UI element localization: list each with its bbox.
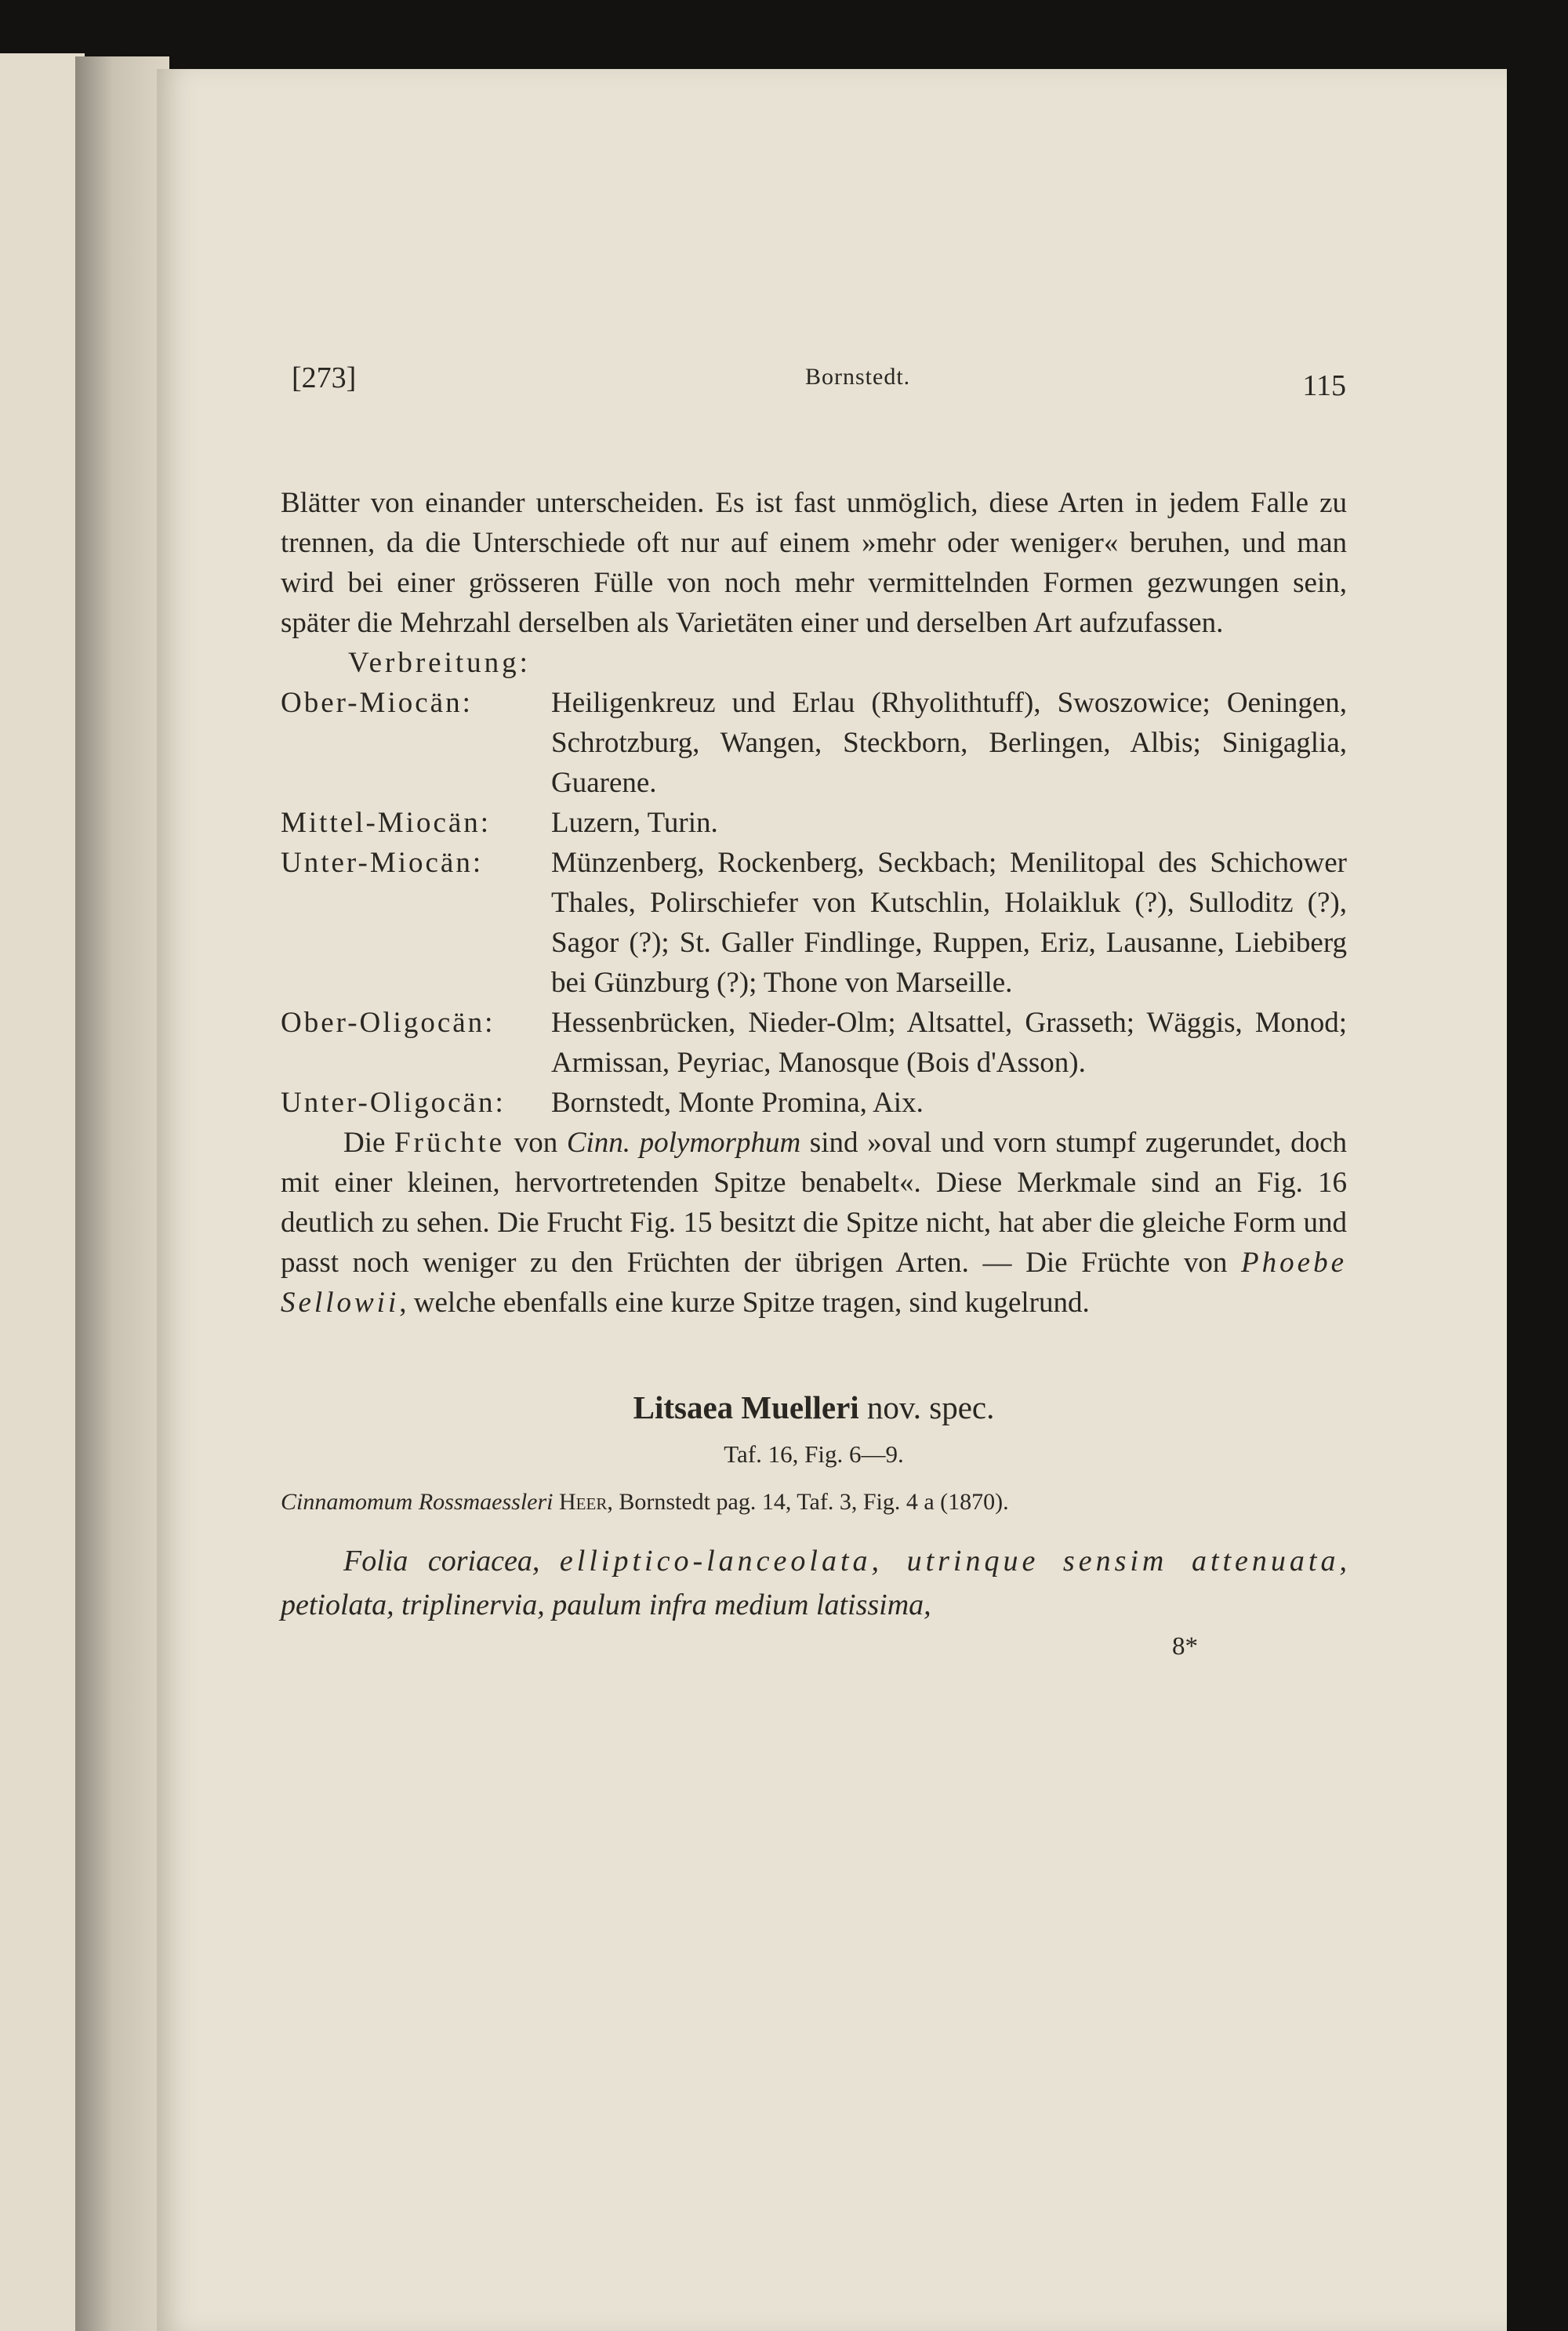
- distribution-heading: Verbreitung:: [348, 647, 531, 679]
- stage-localities: Bornstedt, Monte Promina, Aix.: [551, 1087, 924, 1119]
- stage-label: Unter-Miocän:: [281, 847, 484, 879]
- p2-text-1: Die: [343, 1127, 395, 1159]
- body-text: [281, 483, 1347, 1666]
- p2-taxon-cinn: Cinn. polymorphum: [566, 1127, 801, 1159]
- stage-label: Unter-Oligocän:: [281, 1087, 506, 1119]
- species-suffix: nov. spec.: [858, 1389, 995, 1425]
- diagnosis-a: Folia coriacea,: [343, 1545, 560, 1578]
- stage-localities: Hessenbrücken, Nieder-Olm; Altsattel, Grasseth; Wäggis, Monod; Armissan, Peyriac, Manosque (Bois d'Asson).: [551, 1007, 1347, 1079]
- facing-page-edge: [0, 53, 85, 2331]
- p2-fruechte: Früchte: [394, 1127, 506, 1159]
- page-number: 115: [1302, 369, 1346, 402]
- diagnosis-b: elliptico-lanceolata, utrinque sensim attenuata: [559, 1545, 1340, 1578]
- p2-taxon-phoebe: Phoebe Sellowii: [281, 1247, 1347, 1319]
- synonym-line: [281, 1481, 1347, 1523]
- folio-bracketed: [273]: [292, 361, 357, 394]
- p2-text-2: von: [505, 1127, 567, 1159]
- stage-label: Mittel-Miocän:: [281, 807, 492, 839]
- header-title: Bornstedt.: [805, 364, 911, 390]
- diagnosis-c: , petiolata, triplinervia, paulum infra medium latissima,: [281, 1545, 1347, 1621]
- plate-reference: Taf. 16, Fig. 6—9.: [724, 1440, 904, 1468]
- stage-label: Ober-Oligocän:: [281, 1007, 495, 1039]
- book-gutter: [75, 56, 169, 2331]
- p2-text-4: , welche ebenfalls eine kurze Spitze tragen, sind kugelrund.: [399, 1287, 1090, 1319]
- distribution-list: [281, 683, 1347, 1123]
- stage-localities: Luzern, Turin.: [551, 807, 718, 839]
- paragraph-2: [281, 1123, 1347, 1323]
- latin-diagnosis: [281, 1539, 1347, 1627]
- species-heading: [281, 1384, 1347, 1431]
- stage-localities: Heiligenkreuz und Erlau (Rhyolithtuff), Swoszowice; Oeningen, Schrotzburg, Wangen, Steckborn, Berlingen, Albis; Sinigaglia, Guarene.: [551, 687, 1347, 799]
- synonym-reference: , Bornstedt pag. 14, Taf. 3, Fig. 4 a (1870).: [607, 1489, 1009, 1515]
- synonym-taxon: Cinnamomum Rossmaessleri: [281, 1489, 554, 1515]
- paragraph-1: Blätter von einander unterscheiden. Es ist fast unmöglich, diese Arten in jedem Falle zu trennen, da die Unterschiede oft nur auf einem »mehr oder weniger« beruhen, und man wird bei einer grösseren Fülle von noch mehr vermittelnden Formen gezwungen sein, später die Mehrzahl derselben als Varietäten einer und derselben Art aufzufassen.: [281, 487, 1347, 639]
- stage-label: Ober-Miocän:: [281, 687, 473, 719]
- signature-mark: 8*: [1172, 1632, 1198, 1661]
- running-head: [292, 361, 1346, 408]
- synonym-author: Heer: [553, 1489, 608, 1515]
- page: [157, 69, 1507, 2331]
- p2-text-3: sind »oval und vorn stumpf zugerundet, doch mit einer kleinen, hervortretenden Spitze benabelt«. Diese Merkmale sind an Fig. 16 deutlich zu sehen. Die Frucht Fig. 15 besitzt die Spitze nicht, hat aber die gleiche Form und passt noch weniger zu den Früchten der übrigen Arten. — Die Früchte von: [281, 1127, 1348, 1279]
- stage-localities: Münzenberg, Rockenberg, Seckbach; Menilitopal des Schichower Thales, Polirschiefer von Kutschlin, Holaikluk (?), Sulloditz (?), Sagor (?); St. Galler Findlinge, Ruppen, Eriz, Lausanne, Liebiberg bei Günzburg (?); Thone von Marseille.: [551, 847, 1347, 999]
- species-name: Litsaea Muelleri: [633, 1389, 859, 1425]
